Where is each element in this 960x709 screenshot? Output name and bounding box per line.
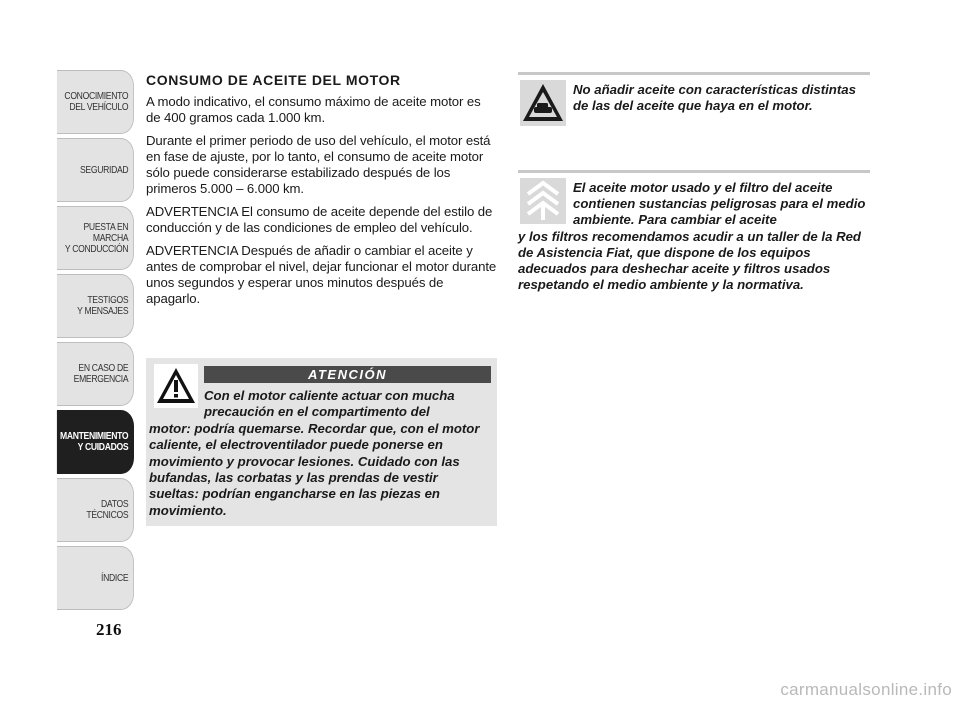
tab-label: MANTENIMIENTO Y CUIDADOS [59,430,129,453]
tab-label: CONOCIMIENTO DEL VEHÍCULO [64,90,129,113]
environment-note [518,180,870,293]
note-text: No añadir aceite con características distintas de las del aceite que haya en el motor. [573,82,856,114]
tab-indice[interactable] [57,546,134,610]
warning-text-indented: Con el motor caliente actuar con mucha precaución en el compartimento del [204,388,455,420]
oil-consumption-section [146,72,498,314]
tab-mantenimiento-cuidados[interactable] [57,410,134,474]
warning-banner: ATENCIÓN [204,366,491,383]
tab-seguridad[interactable] [57,138,134,202]
chapter-tabs [40,70,134,614]
paragraph: ADVERTENCIA Después de añadir o cambiar el aceite y antes de comprobar el nivel, dejar funcionar el motor durante unos segundos y esperar unos minutos después de apagarlo. [146,243,497,306]
section-title: CONSUMO DE ACEITE DEL MOTOR [146,72,401,88]
warning-text [146,388,486,519]
tab-label: PUESTA EN MARCHA Y CONDUCCIÓN [64,220,129,255]
tab-emergencia[interactable] [57,342,134,406]
divider-rule [518,72,870,75]
oil-type-note [518,82,870,114]
divider-rule [518,170,870,173]
tab-conocimiento-vehiculo[interactable] [57,70,134,134]
tab-label: EN CASO DE EMERGENCIA [73,362,129,385]
note-text-indented: El aceite motor usado y el filtro del aceite contienen sustancias peligrosas para el medio ambiente. Para cambiar el aceite [573,180,866,228]
tab-puesta-en-marcha[interactable] [57,206,134,270]
page-number: 216 [96,620,122,639]
warning-text-flow: motor: podría quemarse. Recordar que, con el motor caliente, el electroventilador puede ponerse en movimiento y provocar lesiones. Cuidado con las bufandas, las corbatas y las prendas de vestir sueltas: podrían engancharse en las piezas en movimiento. [149,420,480,518]
tab-testigos-mensajes[interactable] [57,274,134,338]
paragraph: A modo indicativo, el consumo máximo de aceite motor es de 400 gramos cada 1.000 km. [146,94,481,125]
watermark: carmanualsonline.info [780,680,952,699]
paragraph: ADVERTENCIA El consumo de aceite depende del estilo de conducción y de las condiciones de empleo del vehículo. [146,204,493,235]
tab-datos-tecnicos[interactable] [57,478,134,542]
warning-box [146,358,497,526]
tab-label: SEGURIDAD [80,163,129,176]
tab-label: DATOS TÉCNICOS [86,498,129,521]
tab-label: ÍNDICE [101,571,129,584]
paragraph: Durante el primer periodo de uso del vehículo, el motor está en fase de ajuste, por lo tanto, el consumo de aceite motor sólo puede considerarse estabilizado después de los primeros 5.000 – 6.000 km. [146,133,491,196]
note-text-flow: y los filtros recomendamos acudir a un taller de la Red de Asistencia Fiat, que dispone de los equipos adecuados para deshechar aceite y filtros usados respetando el medio ambiente y la normativa. [518,228,861,293]
tab-label: TESTIGOS Y MENSAJES [77,294,129,317]
